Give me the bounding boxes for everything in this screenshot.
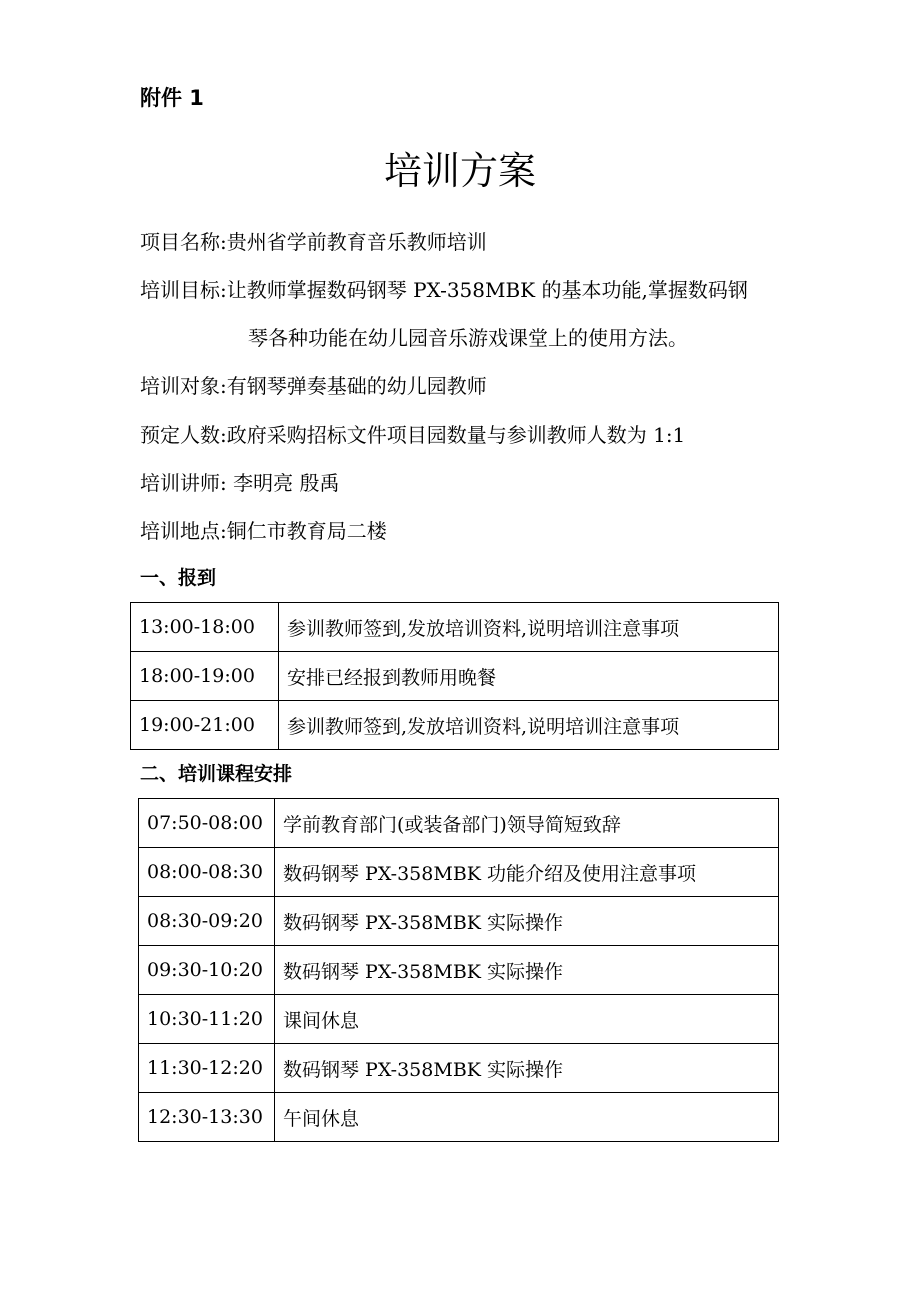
training-audience-line: 培训对象:有钢琴弹奏基础的幼儿园教师 [140, 374, 487, 398]
activity-cell: 数码钢琴 PX-358MBK 实际操作 [275, 946, 779, 995]
time-cell: 09:30-10:20 [139, 946, 275, 995]
activity-cell: 数码钢琴 PX-358MBK 功能介绍及使用注意事项 [275, 848, 779, 897]
project-name-line: 项目名称:贵州省学前教育音乐教师培训 [140, 230, 487, 254]
activity-cell: 参训教师签到,发放培训资料,说明培训注意事项 [279, 701, 779, 750]
time-cell: 13:00-18:00 [131, 603, 279, 652]
location-line: 培训地点:铜仁市教育局二楼 [140, 519, 387, 543]
time-cell: 12:30-13:30 [139, 1093, 275, 1142]
training-goal-line: 培训目标:让教师掌握数码钢琴 PX-358MBK 的基本功能,掌握数码钢 [140, 278, 748, 302]
table-row [139, 799, 779, 848]
course-schedule-table [138, 798, 779, 1142]
activity-cell: 参训教师签到,发放培训资料,说明培训注意事项 [279, 603, 779, 652]
participant-count-line: 预定人数:政府采购招标文件项目园数量与参训教师人数为 1:1 [140, 423, 686, 447]
time-cell: 07:50-08:00 [139, 799, 275, 848]
time-cell: 10:30-11:20 [139, 995, 275, 1044]
table-row [131, 701, 779, 750]
activity-cell: 午间休息 [275, 1093, 779, 1142]
time-cell: 18:00-19:00 [131, 652, 279, 701]
section-course-schedule-heading: 二、培训课程安排 [140, 763, 293, 785]
section-registration-heading: 一、报到 [140, 567, 217, 589]
time-cell: 08:30-09:20 [139, 897, 275, 946]
activity-cell: 数码钢琴 PX-358MBK 实际操作 [275, 897, 779, 946]
table-row [139, 995, 779, 1044]
page-title: 培训方案 [383, 149, 536, 193]
lecturers-line: 培训讲师: 李明亮 殷禹 [140, 471, 340, 495]
training-goal-continuation: 琴各种功能在幼儿园音乐游戏课堂上的使用方法。 [248, 326, 688, 350]
activity-cell: 学前教育部门(或装备部门)领导简短致辞 [275, 799, 779, 848]
time-cell: 08:00-08:30 [139, 848, 275, 897]
attachment-label: 附件 1 [140, 86, 204, 110]
activity-cell: 课间休息 [275, 995, 779, 1044]
activity-cell: 数码钢琴 PX-358MBK 实际操作 [275, 1044, 779, 1093]
table-row [131, 652, 779, 701]
table-row [131, 603, 779, 652]
registration-schedule-table [130, 602, 779, 750]
table-row [139, 946, 779, 995]
activity-cell: 安排已经报到教师用晚餐 [279, 652, 779, 701]
time-cell: 11:30-12:20 [139, 1044, 275, 1093]
table-row [139, 1093, 779, 1142]
time-cell: 19:00-21:00 [131, 701, 279, 750]
table-row [139, 897, 779, 946]
table-row [139, 1044, 779, 1093]
table-row [139, 848, 779, 897]
